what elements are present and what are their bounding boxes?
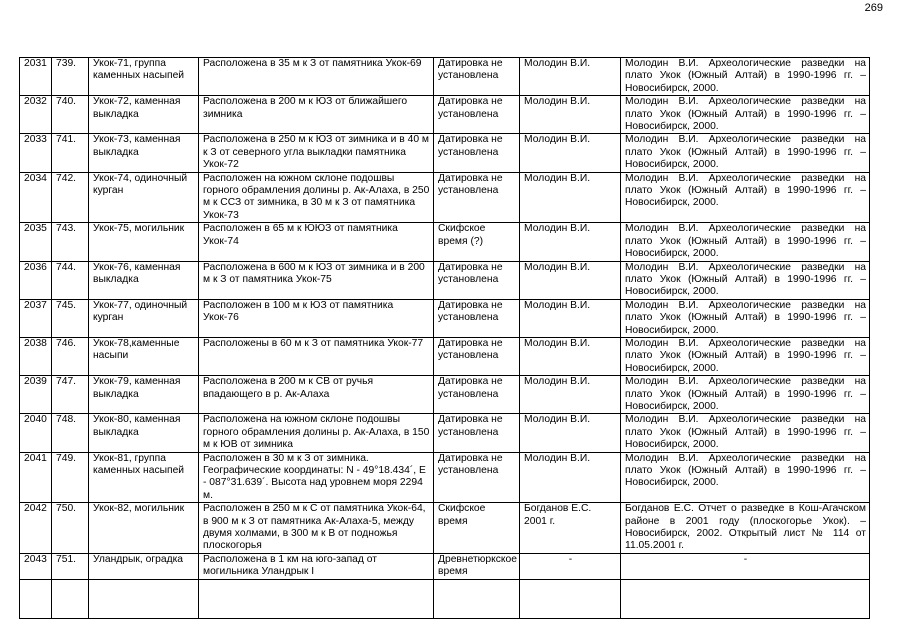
item-number: 749. [52,452,89,503]
source: Молодин В.И. Археологические разведки на плато Укок (Южный Алтай) в 1990-1996 гг. – Новосибирск, 2000. [621,134,870,172]
row-number: 2040 [20,414,52,452]
page-number: 269 [864,2,883,14]
source: Молодин В.И. Археологические разведки на плато Укок (Южный Алтай) в 1990-1996 гг. – Новосибирск, 2000. [621,261,870,299]
author: Молодин В.И. [520,172,621,223]
item-number: 743. [52,223,89,261]
source: Молодин В.И. Археологические разведки на плато Укок (Южный Алтай) в 1990-1996 гг. – Новосибирск, 2000. [621,414,870,452]
empty-row [20,579,870,618]
item-number: 750. [52,503,89,554]
author: Молодин В.И. [520,261,621,299]
location: Расположена на южном склоне подошвы горного обрамления долины р. Ак-Алаха, в 150 м к ЮВ от зимника [199,414,434,452]
table-row [20,223,870,261]
dating: Датировка не установлена [434,261,520,299]
author: Молодин В.И. [520,414,621,452]
item-number: 745. [52,299,89,337]
table-row [20,261,870,299]
table-row [20,376,870,414]
empty-cell [520,579,621,618]
location: Расположен в 250 м к С от памятника Укок-64, в 900 м к З от памятника Ак-Алаха-5, между двумя холмами, в 300 м к В от подножья плоскогорья [199,503,434,554]
author: Молодин В.И. [520,452,621,503]
table-row [20,553,870,579]
row-number: 2043 [20,553,52,579]
source: Молодин В.И. Археологические разведки на плато Укок (Южный Алтай) в 1990-1996 гг. – Новосибирск, 2000. [621,299,870,337]
empty-cell [199,579,434,618]
monument-name: Укок-74, одиночный курган [89,172,199,223]
location: Расположен в 65 м к ЮЮЗ от памятника Укок-74 [199,223,434,261]
dating: Датировка не установлена [434,376,520,414]
source: Богданов Е.С. Отчет о разведке в Кош-Агачском районе в 2001 году (плоскогорье Укок). – Новосибирск, 2002. Открытый лист № 114 от 11.05.2001 г. [621,503,870,554]
row-number: 2031 [20,58,52,96]
location: Расположена в 200 м к ЮЗ от ближайшего зимника [199,96,434,134]
author: Молодин В.И. [520,58,621,96]
location: Расположена в 200 м к СВ от ручья впадающего в р. Ак-Алаха [199,376,434,414]
dating: Датировка не установлена [434,172,520,223]
table-row [20,96,870,134]
row-number: 2034 [20,172,52,223]
monument-name: Укок-79, каменная выкладка [89,376,199,414]
item-number: 748. [52,414,89,452]
author: Богданов Е.С. 2001 г. [520,503,621,554]
monument-name: Укок-72, каменная выкладка [89,96,199,134]
monuments-table [19,57,870,619]
author: Молодин В.И. [520,299,621,337]
empty-cell [621,579,870,618]
author: Молодин В.И. [520,134,621,172]
row-number: 2032 [20,96,52,134]
source: Молодин В.И. Археологические разведки на плато Укок (Южный Алтай) в 1990-1996 гг. – Новосибирск, 2000. [621,96,870,134]
item-number: 744. [52,261,89,299]
table-row [20,134,870,172]
table-row [20,503,870,554]
dating: Датировка не установлена [434,414,520,452]
table-row [20,452,870,503]
row-number: 2042 [20,503,52,554]
monument-name: Укок-82, могильник [89,503,199,554]
empty-cell [52,579,89,618]
source: Молодин В.И. Археологические разведки на плато Укок (Южный Алтай) в 1990-1996 гг. – Новосибирск, 2000. [621,223,870,261]
dating: Датировка не установлена [434,452,520,503]
location: Расположена в 35 м к З от памятника Укок-69 [199,58,434,96]
location: Расположен в 30 м к З от зимника. Географические координаты: N - 49°18.434´, E - 087°31.639´. Высота над уровнем моря 2294 м. [199,452,434,503]
author: Молодин В.И. [520,96,621,134]
location: Расположены в 60 м к З от памятника Укок-77 [199,337,434,375]
source: Молодин В.И. Археологические разведки на плато Укок (Южный Алтай) в 1990-1996 гг. – Новосибирск, 2000. [621,452,870,503]
dating: Датировка не установлена [434,134,520,172]
item-number: 746. [52,337,89,375]
row-number: 2041 [20,452,52,503]
empty-cell [434,579,520,618]
source: Молодин В.И. Археологические разведки на плато Укок (Южный Алтай) в 1990-1996 гг. – Новосибирск, 2000. [621,376,870,414]
source: Молодин В.И. Археологические разведки на плато Укок (Южный Алтай) в 1990-1996 гг. – Новосибирск, 2000. [621,172,870,223]
monument-name: Укок-78,каменные насыпи [89,337,199,375]
monument-name: Укок-73, каменная выкладка [89,134,199,172]
empty-cell [20,579,52,618]
location: Расположен в 100 м к ЮЗ от памятника Укок-76 [199,299,434,337]
table-row [20,172,870,223]
item-number: 739. [52,58,89,96]
row-number: 2038 [20,337,52,375]
table-row [20,414,870,452]
row-number: 2036 [20,261,52,299]
author: - [520,553,621,579]
dating: Датировка не установлена [434,96,520,134]
author: Молодин В.И. [520,223,621,261]
row-number: 2037 [20,299,52,337]
monument-name: Укок-75, могильник [89,223,199,261]
item-number: 742. [52,172,89,223]
item-number: 741. [52,134,89,172]
location: Расположен на южном склоне подошвы горного обрамления долины р. Ак-Алаха, в 250 м к ССЗ от зимника, в 30 м к З от памятника Укок-73 [199,172,434,223]
table-row [20,58,870,96]
table-body [20,58,870,619]
row-number: 2033 [20,134,52,172]
row-number: 2039 [20,376,52,414]
monument-name: Укок-76, каменная выкладка [89,261,199,299]
monument-name: Укок-81, группа каменных насыпей [89,452,199,503]
item-number: 747. [52,376,89,414]
monument-name: Укок-77, одиночный курган [89,299,199,337]
dating: Скифское время (?) [434,223,520,261]
row-number: 2035 [20,223,52,261]
dating: Датировка не установлена [434,337,520,375]
monument-name: Уландрык, оградка [89,553,199,579]
source: - [621,553,870,579]
item-number: 740. [52,96,89,134]
dating: Датировка не установлена [434,299,520,337]
location: Расположена в 1 км на юго-запад от могильника Уландрык I [199,553,434,579]
item-number: 751. [52,553,89,579]
location: Расположена в 250 м к ЮЗ от зимника и в 40 м к З от северного угла выкладки памятника Укок-72 [199,134,434,172]
source: Молодин В.И. Археологические разведки на плато Укок (Южный Алтай) в 1990-1996 гг. – Новосибирск, 2000. [621,337,870,375]
empty-cell [89,579,199,618]
monument-name: Укок-71, группа каменных насыпей [89,58,199,96]
author: Молодин В.И. [520,337,621,375]
table-row [20,299,870,337]
location: Расположена в 600 м к ЮЗ от зимника и в 200 м к З от памятника Укок-75 [199,261,434,299]
dating: Древнетюркское время [434,553,520,579]
source: Молодин В.И. Археологические разведки на плато Укок (Южный Алтай) в 1990-1996 гг. – Новосибирск, 2000. [621,58,870,96]
table-row [20,337,870,375]
monument-name: Укок-80, каменная выкладка [89,414,199,452]
dating: Датировка не установлена [434,58,520,96]
author: Молодин В.И. [520,376,621,414]
dating: Скифское время [434,503,520,554]
